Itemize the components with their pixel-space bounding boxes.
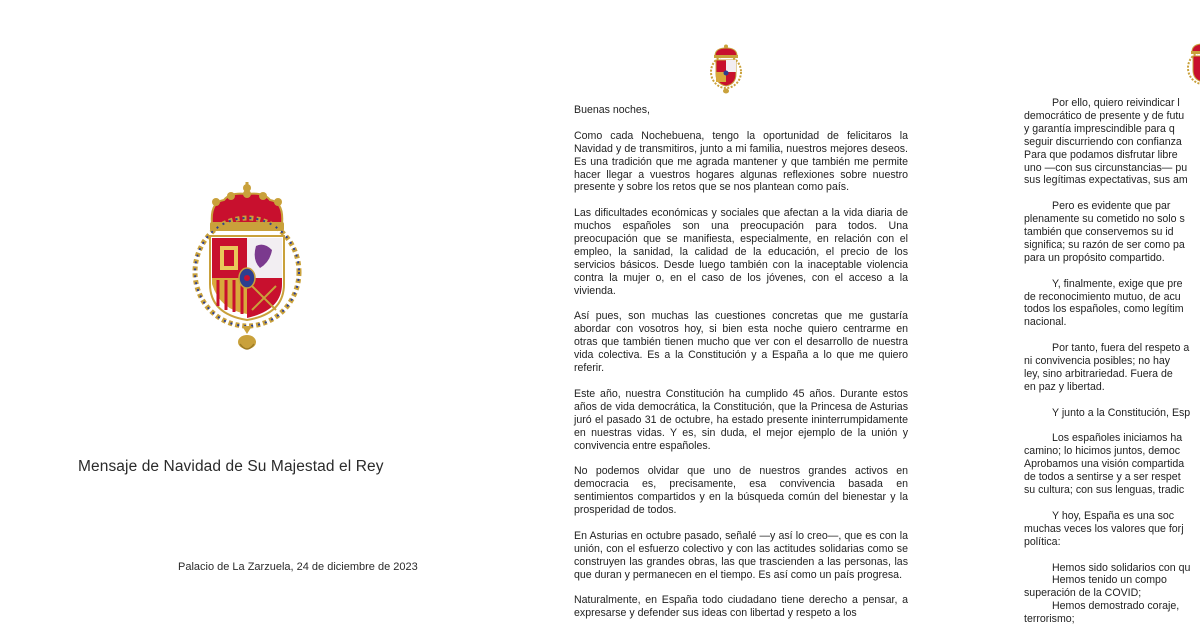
text-line: Y, finalmente, exige que pre [1052,277,1183,290]
text-line: Y junto a la Constitución, Esp [1052,406,1191,419]
text-line: uno —con sus circunstancias— pu [1024,161,1188,174]
text-line: democrático de presente y de futu [1024,109,1185,122]
speech-page-1 [506,0,956,630]
text-line: de todos a sentirse y a ser respet [1024,471,1181,484]
greeting: Buenas noches, [574,104,650,116]
dateline: Palacio de La Zarzuela, 24 de diciembre de 2023 [178,561,418,573]
text-line: significa; su razón de ser como pa [1024,238,1185,251]
text-line: nacional. [1024,316,1067,329]
paragraph: En Asturias en octubre pasado, señalé —y así lo creo—, que es con la unión, con el esfuerzo colectivo y con las actitudes solidarias como se construyen las grandes obras, las que trascienden a las personas, las que duran y permanecen en el tiempo. Es así como un país progresa. [574,529,908,581]
text-line: de reconocimiento mutuo, de acu [1024,290,1181,303]
royal-coat-of-arms-icon [190,180,304,355]
text-line: Pero es evidente que par [1052,200,1171,213]
royal-coat-of-arms-icon [1186,40,1200,90]
text-line: Y hoy, España es una soc [1052,509,1175,522]
text-line: terrorismo; [1024,613,1075,626]
text-line: su cultura; con sus lenguas, tradic [1024,484,1185,497]
text-line: Por tanto, fuera del respeto a [1052,342,1190,355]
text-line: Hemos tenido un compo [1052,574,1167,587]
text-line: Por ello, quiero reivindicar l [1052,97,1180,109]
text-line: sus legítimas expectativas, sus am [1024,174,1188,187]
text-line: superación de la COVID; [1024,587,1142,600]
speech-page-2 [956,0,1200,630]
speech-body-continued [1024,97,1200,626]
paragraph: No podemos olvidar que uno de nuestros grandes activos en democracia es, precisamente, esa convivencia basada en sentimientos compartidos y en la búsqueda común del bienestar y la prosperidad de todos. [574,465,908,517]
cover-page [0,0,506,630]
text-line: en paz y libertad. [1024,380,1105,393]
text-line: Hemos sido solidarios con qu [1052,561,1191,574]
text-line: ni convivencia posibles; no hay [1024,355,1171,368]
text-line: para un propósito compartido. [1024,251,1165,264]
text-line: Hemos demostrado coraje, [1052,600,1180,613]
text-line: Aprobamos una visión compartida [1024,458,1185,471]
text-line: y garantía imprescindible para q [1024,122,1175,135]
text-line: política: [1024,535,1061,548]
paragraph: Así pues, son muchas las cuestiones concretas que me gustaría abordar con vosotros hoy, si bien esta noche quiero centrarme en otras que también tienen mucho que ver con el desarrollo de nuestra vida colectiva. Es a la Constitución y a España a lo que me quiero referir. [574,310,908,375]
text-line: muchas veces los valores que forj [1024,522,1184,535]
text-line: plenamente su cometido no solo s [1024,213,1185,226]
paragraph: Las dificultades económicas y sociales que afectan a la vida diaria de muchos españoles son una preocupación para todos. Una preocupación que se manifiesta, especialmente, en relación con el empleo, la sanidad, la calidad de la educación, el precio de los servicios básicos. Desde luego también con la inaceptable violencia contra la mujer o, en el caso de los jóvenes, con el acceso a la vivienda. [574,207,908,297]
text-line: todos los españoles, como legítim [1024,303,1184,316]
text-line: seguir discurriendo con confianza [1024,135,1182,148]
text-line: camino; lo hicimos juntos, democ [1024,445,1181,458]
document-title: Mensaje de Navidad de Su Majestad el Rey [78,458,384,475]
paragraph: Naturalmente, en España todo ciudadano tiene derecho a pensar, a expresarse y defender sus ideas con libertad y respeto a los [574,594,908,620]
text-line: ley, sino arbitrariedad. Fuera de [1024,367,1173,380]
text-line: Para que podamos disfrutar libre [1024,148,1178,161]
speech-body [574,104,908,633]
text-line: Los españoles iniciamos ha [1052,432,1183,445]
paragraph: Como cada Nochebuena, tengo la oportunidad de felicitaros la Navidad y de transmitiros, junto a mi familia, nuestros mejores deseos. Es una tradición que me agrada mantener y que también me permite hacer llegar a vuestros hogares algunas reflexiones sobre nuestro presente y sobre los retos que se nos plantean como país. [574,129,908,194]
text-line: también que conservemos su id [1024,226,1174,239]
paragraph: Este año, nuestra Constitución ha cumplido 45 años. Durante estos años de vida democrática, la Constitución, que la Princesa de Asturias juró el pasado 31 de octubre, ha estado presente ininterrumpidamente en nuestras vidas. Y es, sin duda, el mejor ejemplo de la unión y convivencia entre españoles. [574,387,908,452]
royal-coat-of-arms-icon [709,44,743,94]
